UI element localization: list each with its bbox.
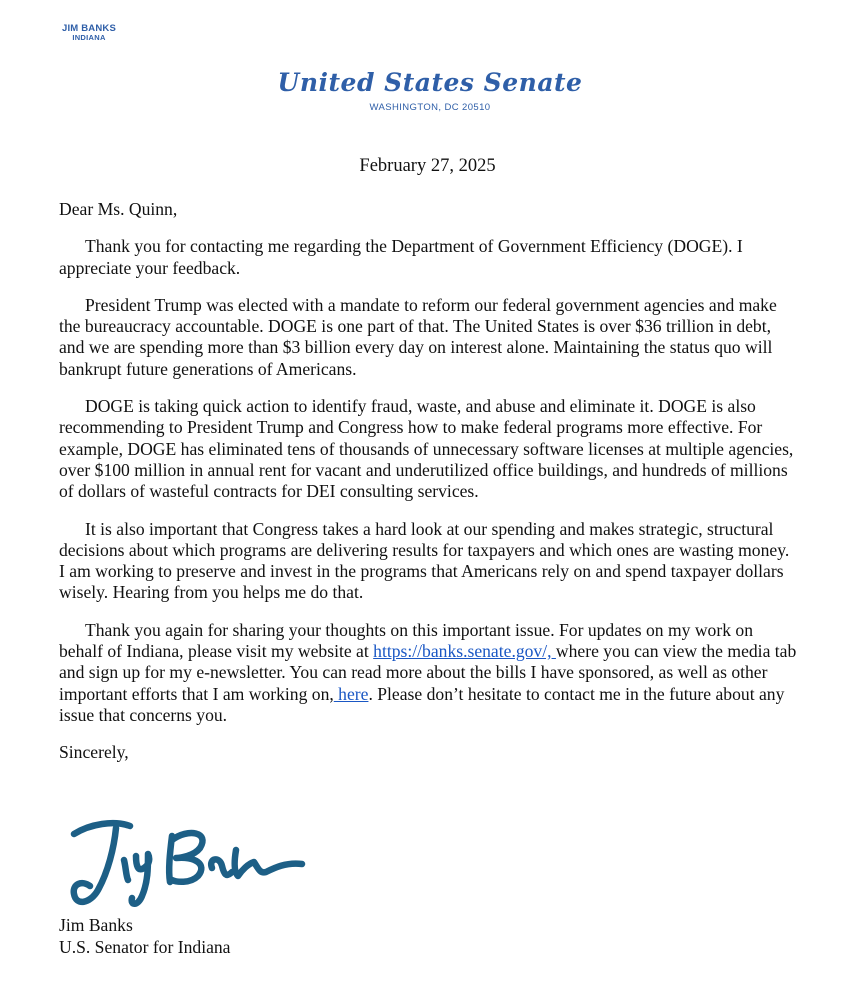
- salutation: Dear Ms. Quinn,: [59, 199, 178, 219]
- signer-title: U.S. Senator for Indiana: [59, 937, 231, 957]
- letterhead-title: United States Senate: [277, 68, 583, 97]
- here-link[interactable]: here: [333, 683, 369, 704]
- letterhead: [240, 66, 620, 113]
- sender-state: INDIANA: [72, 32, 106, 42]
- signer-block: [59, 914, 231, 958]
- website-link[interactable]: https://banks.senate.gov/,: [373, 641, 556, 662]
- paragraph-2: President Trump was elected with a mandate to reform our federal government agencies and make the bureaucracy accountable. DOGE is one part of that. The United States is over $36 trillion in debt, and we are spending more than $3 billion every day on interest alone. Maintaining the status quo will bankrupt future generations of Americans.: [59, 294, 777, 379]
- letter-date: February 27, 2025: [359, 156, 496, 176]
- paragraph-3: DOGE is taking quick action to identify fraud, waste, and abuse and eliminate it. DOGE is also recommending to President Trump and Congress how to make federal programs more effective. For example, DOGE has eliminated tens of thousands of unnecessary software licenses at multiple agencies, over $100 million in annual rent for vacant and underutilized office buildings, and hundreds of millions of dollars of wasteful contracts for DEI consulting services.: [59, 396, 794, 502]
- sender-block: [58, 24, 120, 42]
- letter-body: [59, 199, 799, 764]
- paragraph-5-text-a: Thank you again for sharing your thoughts on this important issue. For updates on my work on behalf of Indiana, please visit my website at: [59, 619, 753, 662]
- signature-icon: [62, 818, 312, 910]
- sender-name: JIM BANKS: [61, 23, 117, 34]
- paragraph-4: It is also important that Congress takes a hard look at our spending and makes strategic, structural decisions about which programs are delivering results for taxpayers and which ones are wasting money. I am working to preserve and invest in the programs that Americans rely on and spend taxpayer dollars wisely. Hearing from you helps me do that.: [59, 518, 790, 603]
- signer-name: Jim Banks: [59, 915, 133, 935]
- paragraph-1: Thank you for contacting me regarding the Department of Government Efficiency (DOGE). I appreciate your feedback.: [59, 236, 743, 278]
- paragraph-5: [59, 620, 799, 726]
- paragraph-5-text-b: where you can view the media tab and sign up for my e-newsletter. You can read more about the bills I have sponsored, as well as other important efforts that I am working on,: [59, 641, 797, 704]
- letterhead-address: WASHINGTON, DC 20510: [369, 102, 491, 113]
- closing: Sincerely,: [59, 742, 129, 763]
- paragraph-5-text-c: . Please don’t hesitate to contact me in the future about any issue that concerns you.: [59, 683, 785, 725]
